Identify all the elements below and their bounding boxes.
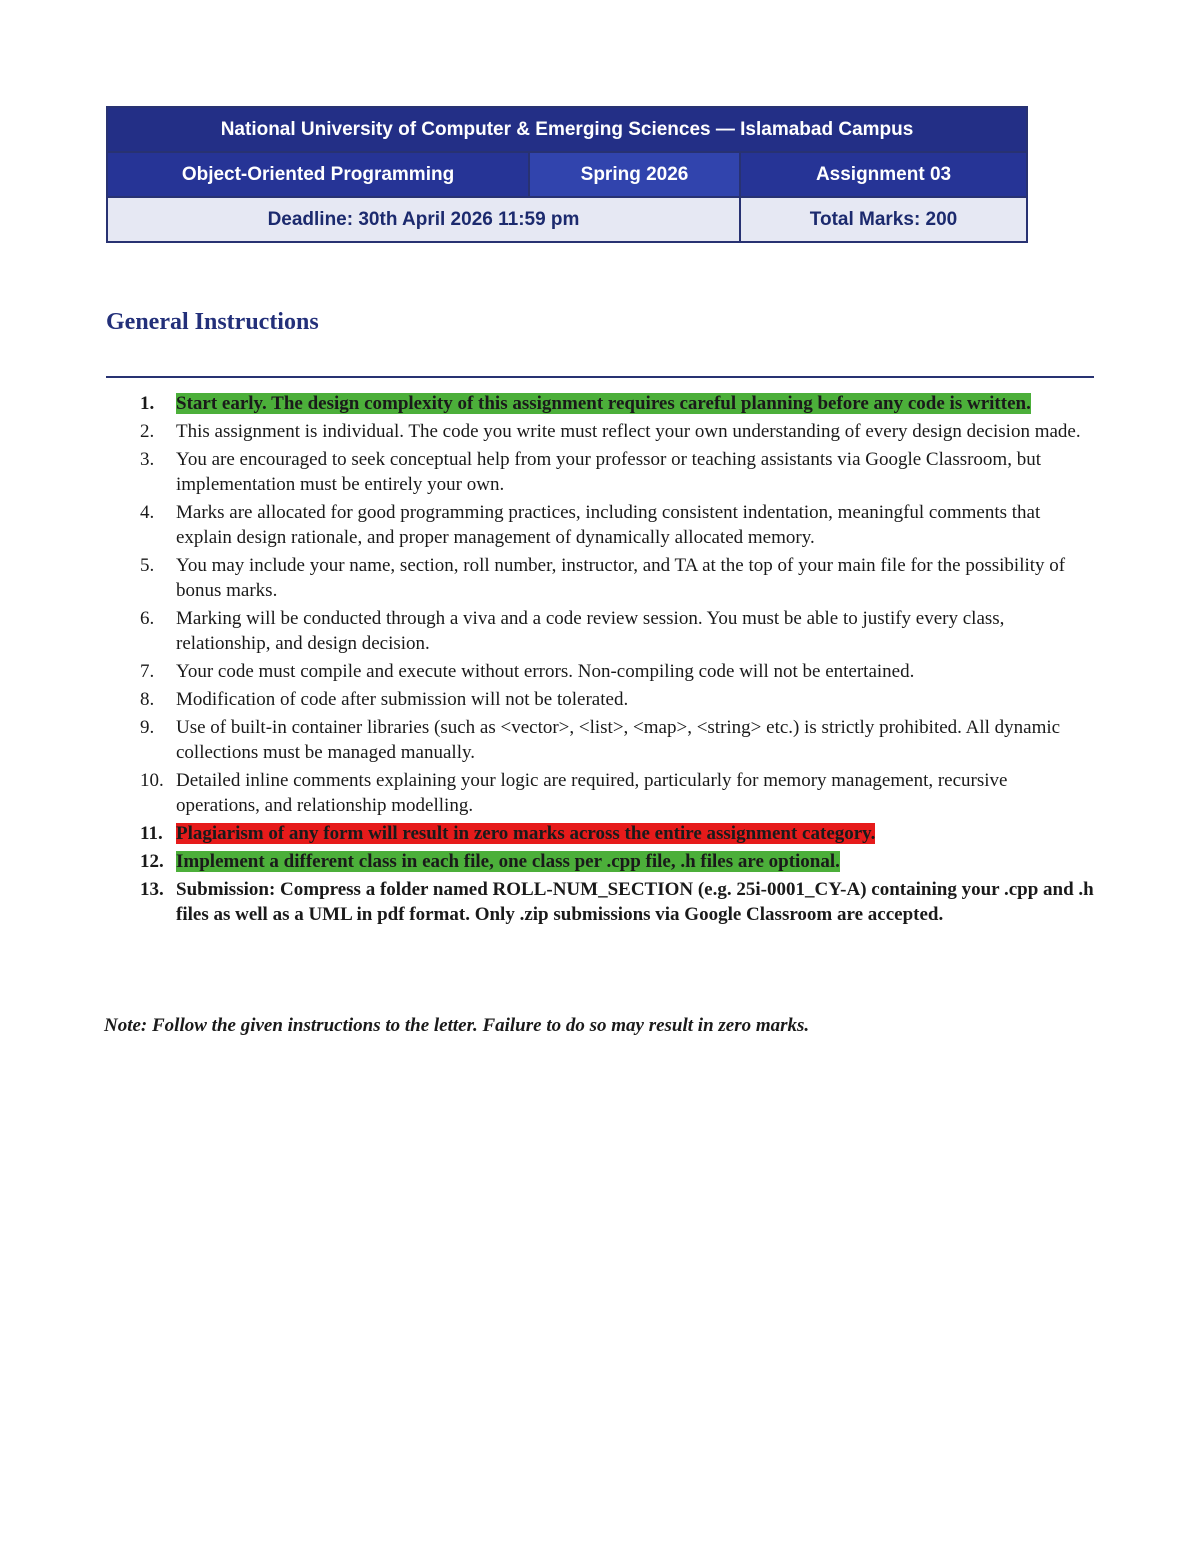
list-item (106, 877, 1096, 927)
item-number: 12. (140, 851, 164, 872)
item-text: Submission: Compress a folder named ROLL-NUM_SECTION (e.g. 25i-0001_CY-A) containing your .cpp and .h files as well as a UML in pdf format. Only .zip submissions via Google Classroom are accepted. (176, 879, 1094, 925)
item-number: 3. (140, 449, 155, 470)
deadline-label: Deadline: 30th April 2026 11:59 pm (107, 197, 740, 242)
item-number: 8. (140, 689, 155, 710)
list-item (106, 391, 1096, 416)
term-label: Spring 2026 (529, 152, 740, 197)
item-number: 1. (140, 393, 155, 414)
section-divider (106, 376, 1094, 378)
item-text: Plagiarism of any form will result in zero marks across the entire assignment category. (176, 823, 876, 844)
item-text: Your code must compile and execute without errors. Non-compiling code will not be entertained. (176, 661, 915, 682)
list-item (106, 659, 1096, 684)
item-number: 9. (140, 717, 155, 738)
item-text: Start early. The design complexity of this assignment requires careful planning before any code is written. (176, 393, 1031, 414)
list-item (106, 715, 1096, 765)
list-item (106, 606, 1096, 656)
item-number: 11. (140, 823, 163, 844)
item-text: Implement a different class in each file, one class per .cpp file, .h files are optional. (176, 851, 840, 872)
note-text: Note: Follow the given instructions to the letter. Failure to do so may result in zero marks. (104, 1015, 810, 1036)
item-number: 2. (140, 421, 155, 442)
item-number: 10. (140, 770, 164, 791)
item-number: 6. (140, 608, 155, 629)
item-number: 13. (140, 879, 164, 900)
list-item (106, 553, 1096, 603)
item-number: 7. (140, 661, 155, 682)
list-item (106, 821, 1096, 846)
assignment-number: Assignment 03 (740, 152, 1027, 197)
list-item (106, 419, 1096, 444)
university-title: National University of Computer & Emerging Sciences — Islamabad Campus (107, 107, 1027, 152)
item-text: Use of built-in container libraries (such as <vector>, <list>, <map>, <string> etc.) is strictly prohibited. All dynamic collections must be managed manually. (176, 717, 1061, 763)
list-item (106, 500, 1096, 550)
course-name: Object-Oriented Programming (107, 152, 529, 197)
item-text: You are encouraged to seek conceptual help from your professor or teaching assistants via Google Classroom, but implementation must be entirely your own. (176, 449, 1041, 495)
list-item (106, 768, 1096, 818)
item-text: Modification of code after submission will not be tolerated. (176, 689, 629, 710)
item-text: This assignment is individual. The code you write must reflect your own understanding of every design decision made. (176, 421, 1081, 442)
item-text: Marking will be conducted through a viva and a code review session. You must be able to justify every class, relationship, and design decision. (176, 608, 1005, 654)
list-item (106, 849, 1096, 874)
list-item (106, 447, 1096, 497)
section-heading: General Instructions (106, 309, 319, 335)
total-marks-label: Total Marks: 200 (740, 197, 1027, 242)
instructions-list (106, 391, 1096, 930)
item-number: 4. (140, 502, 155, 523)
list-item (106, 687, 1096, 712)
item-text: Marks are allocated for good programming practices, including consistent indentation, meaningful comments that explain design rationale, and proper management of dynamically allocated memory. (176, 502, 1041, 548)
item-text: Detailed inline comments explaining your logic are required, particularly for memory management, recursive operations, and relationship modelling. (176, 770, 1008, 816)
assignment-header-table (106, 106, 1028, 243)
item-number: 5. (140, 555, 155, 576)
item-text: You may include your name, section, roll number, instructor, and TA at the top of your main file for the possibility of bonus marks. (176, 555, 1066, 601)
